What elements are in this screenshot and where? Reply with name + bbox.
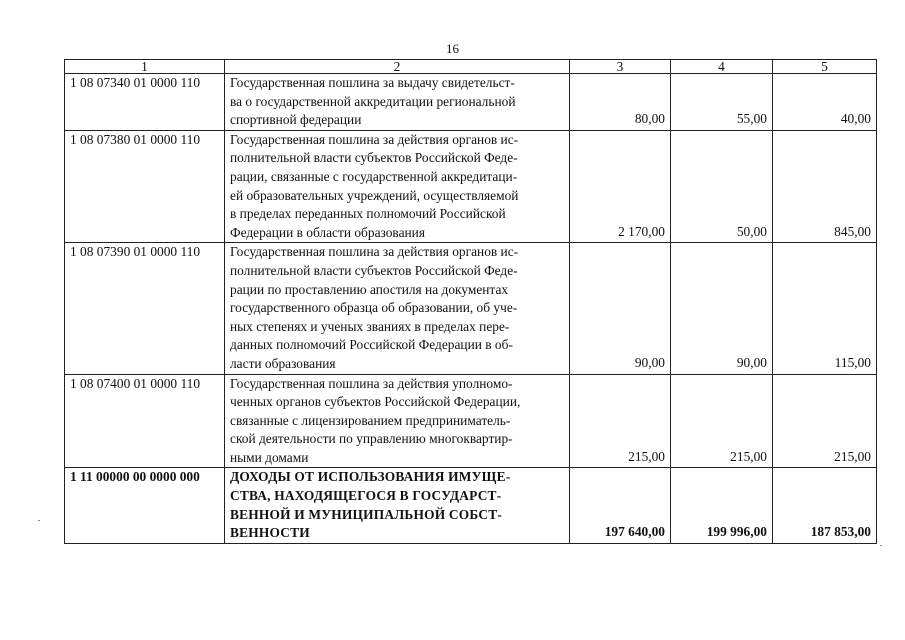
revenue-name-line: ВЕННОСТИ	[230, 525, 310, 541]
column-number-row	[65, 60, 877, 74]
revenue-name-line: рации по проставлению апостиля на документах	[230, 281, 509, 297]
revenue-code: 1 08 07340 01 0000 110	[65, 74, 225, 131]
amount-col5: 115,00	[773, 243, 877, 374]
amount-col5: 215,00	[773, 374, 877, 468]
revenue-name	[225, 374, 570, 468]
table-row	[65, 468, 877, 543]
amount-col4: 55,00	[671, 74, 773, 131]
amount-col5: 845,00	[773, 130, 877, 243]
revenue-name-line: спортивной федерации	[230, 112, 362, 128]
revenue-name-line: ных степенях и ученых званиях в пределах пере-	[230, 318, 510, 334]
amount-col4: 199 996,00	[671, 468, 773, 543]
table-row	[65, 243, 877, 374]
amount-col3: 2 170,00	[570, 130, 671, 243]
revenue-name-line: Государственная пошлина за действия органов ис-	[230, 131, 519, 147]
revenue-name-line: СТВА, НАХОДЯЩЕГОСЯ В ГОСУДАРСТ-	[230, 488, 502, 504]
amount-col5: 40,00	[773, 74, 877, 131]
revenue-name-line: ва о государственной аккредитации региональной	[230, 93, 516, 109]
revenue-name-line: ласти образования	[230, 355, 336, 371]
revenue-name-line: государственного образца об образовании, об уче-	[230, 300, 518, 316]
revenue-name-line: Федерации в области образования	[230, 224, 426, 240]
column-header-1: 1	[65, 60, 225, 74]
revenue-name-line: полнительной власти субъектов Российской Феде-	[230, 262, 518, 278]
amount-col3: 197 640,00	[570, 468, 671, 543]
revenue-name	[225, 243, 570, 374]
scan-speck	[880, 545, 882, 546]
revenue-name	[225, 74, 570, 131]
amount-col4: 215,00	[671, 374, 773, 468]
column-header-5: 5	[773, 60, 877, 74]
revenue-name-line: Государственная пошлина за действия уполномо-	[230, 375, 513, 391]
table-row	[65, 130, 877, 243]
revenue-code: 1 08 07380 01 0000 110	[65, 130, 225, 243]
amount-col5: 187 853,00	[773, 468, 877, 543]
amount-col3: 80,00	[570, 74, 671, 131]
table-row	[65, 74, 877, 131]
revenue-code: 1 08 07390 01 0000 110	[65, 243, 225, 374]
scan-speck	[38, 520, 40, 521]
revenue-name-line: ей образовательных учреждений, осуществляемой	[230, 187, 519, 203]
amount-col3: 215,00	[570, 374, 671, 468]
revenue-name-line: Государственная пошлина за выдачу свидетельст-	[230, 75, 515, 90]
revenue-code: 1 11 00000 00 0000 000	[65, 468, 225, 543]
table-body	[65, 60, 877, 544]
revenue-name-line: данных полномочий Российской Федерации в об-	[230, 337, 513, 353]
revenue-name-line: связанные с лицензированием предприниматель-	[230, 412, 511, 428]
revenue-name	[225, 130, 570, 243]
table-row	[65, 374, 877, 468]
revenue-name-line: ВЕННОЙ И МУНИЦИПАЛЬНОЙ СОБСТ-	[230, 506, 502, 522]
revenue-name-line: ными домами	[230, 449, 309, 465]
amount-col4: 90,00	[671, 243, 773, 374]
column-header-3: 3	[570, 60, 671, 74]
page-number: 16	[446, 41, 459, 56]
revenue-name-line: в пределах переданных полномочий Российской	[230, 206, 506, 222]
budget-table	[64, 59, 877, 544]
revenue-name-line: ДОХОДЫ ОТ ИСПОЛЬЗОВАНИЯ ИМУЩЕ-	[230, 469, 511, 485]
revenue-name-line: Государственная пошлина за действия органов ис-	[230, 244, 519, 260]
column-header-4: 4	[671, 60, 773, 74]
revenue-name-line: рации, связанные с государственной аккредитаци-	[230, 168, 518, 184]
amount-col3: 90,00	[570, 243, 671, 374]
column-header-2: 2	[225, 60, 570, 74]
revenue-name-line: ченных органов субъектов Российской Федерации,	[230, 394, 521, 410]
revenue-name-line: полнительной власти субъектов Российской Феде-	[230, 150, 518, 166]
revenue-code: 1 08 07400 01 0000 110	[65, 374, 225, 468]
revenue-name-line: ской деятельности по управлению многоквартир-	[230, 431, 513, 447]
revenue-name	[225, 468, 570, 543]
amount-col4: 50,00	[671, 130, 773, 243]
